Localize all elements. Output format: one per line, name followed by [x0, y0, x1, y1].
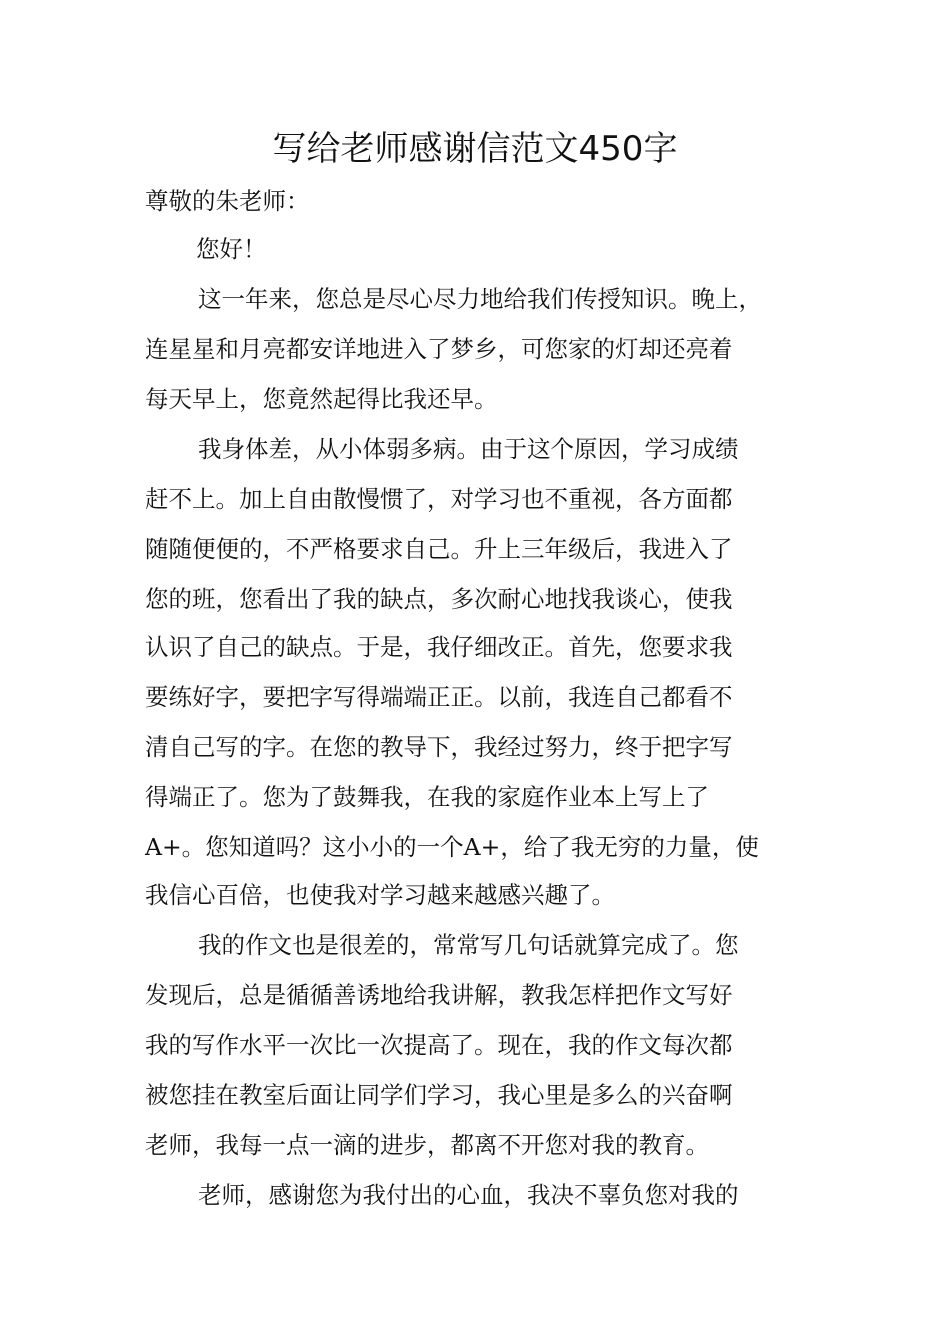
body-line: 认识了自己的缺点。于是，我仔细改正。首先，您要求我	[145, 633, 733, 661]
body-line: 发现后，总是循循善诱地给我讲解，教我怎样把作文写好	[145, 981, 733, 1009]
body-line: 每天早上，您竟然起得比我还早。	[145, 385, 498, 413]
body-line: A+。您知道吗？这小小的一个A+，给了我无穷的力量，使	[145, 833, 759, 861]
body-line: 老师，我每一点一滴的进步，都离不开您对我的教育。	[145, 1131, 709, 1159]
body-line: 连星星和月亮都安详地进入了梦乡，可您家的灯却还亮着	[145, 335, 733, 363]
body-line: 清自己写的字。在您的教导下，我经过努力，终于把字写	[145, 733, 733, 761]
body-line: 赶不上。加上自由散慢惯了，对学习也不重视，各方面都	[145, 485, 733, 513]
body-line: 这一年来，您总是尽心尽力地给我们传授知识。晚上，	[198, 285, 762, 313]
body-line: 我身体差，从小体弱多病。由于这个原因，学习成绩	[198, 435, 739, 463]
document-title: 写给老师感谢信范文450字	[272, 129, 678, 169]
body-line: 随随便便的，不严格要求自己。升上三年级后，我进入了	[145, 535, 733, 563]
body-line: 要练好字，要把字写得端端正正。以前，我连自己都看不	[145, 683, 733, 711]
body-line: 我信心百倍，也使我对学习越来越感兴趣了。	[145, 881, 615, 909]
salutation-line: 尊敬的朱老师：	[145, 187, 310, 215]
body-line: 得端正了。您为了鼓舞我，在我的家庭作业本上写上了	[145, 783, 709, 811]
body-line: 被您挂在教室后面让同学们学习，我心里是多么的兴奋啊	[145, 1081, 733, 1109]
body-line: 老师，感谢您为我付出的心血，我决不辜负您对我的	[198, 1181, 739, 1209]
body-line: 我的作文也是很差的，常常写几句话就算完成了。您	[198, 931, 739, 959]
body-line: 您的班，您看出了我的缺点，多次耐心地找我谈心，使我	[145, 585, 733, 613]
body-line: 我的写作水平一次比一次提高了。现在，我的作文每次都	[145, 1031, 733, 1059]
greeting-line: 您好！	[196, 235, 267, 263]
